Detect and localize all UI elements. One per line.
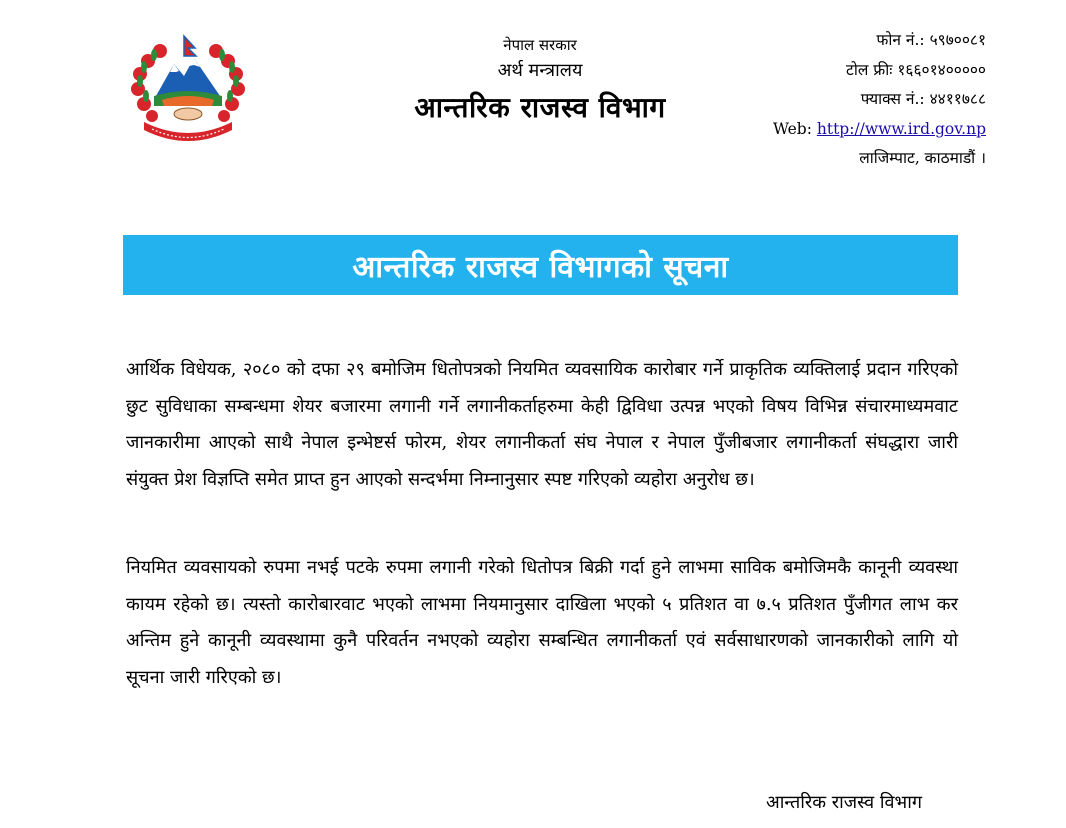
contact-block: [773, 26, 986, 174]
address: लाजिम्पाट, काठमाडौं ।: [859, 149, 986, 167]
letterhead-title: [380, 34, 700, 130]
notice-title: आन्तरिक राजस्व विभागको सूचना: [352, 249, 729, 285]
department-name: आन्तरिक राजस्व विभाग: [414, 91, 666, 124]
nepal-emblem-icon: [124, 34, 252, 146]
website-label: Web:: [772, 119, 817, 138]
notice-paragraph-2: नियमित व्यवसायको रुपमा नभई पटके रुपमा लगानी गरेको धितोपत्र बिक्री गर्दा हुने लाभमा साविक बमोजिमकै कानूनी व्यवस्था कायम रहेको छ। त्यस्तो कारोबारवाट भएको लाभमा नियमानुसार दाखिला भएको ५ प्रतिशत वा ७.५ प्रतिशत पुँजीगत लाभ कर अन्तिम हुने कानूनी व्यवस्थामा कुनै परिवर्तन नभएको व्यहोरा सम्बन्धित लगानीकर्ता एवं सर्वसाधारणको जानकारीको लागि यो सूचना जारी गरिएको छ।: [126, 557, 958, 688]
notice-paragraph-1: आर्थिक विधेयक, २०८० को दफा २९ बमोजिम धितोपत्रको नियमित व्यवसायिक कारोबार गर्ने प्राकृतिक व्यक्तिलाई प्रदान गरिएको छुट सुविधाका सम्बन्धमा शेयर बजारमा लगानी गर्ने लगानीकर्ताहरुमा केही द्विविधा उत्पन्न भएको विषय विभिन्न संचारमाध्यमवाट जानकारीमा आएको साथै नेपाल इन्भेष्टर्स फोरम, शेयर लगानीकर्ता संघ नेपाल र नेपाल पुँजीबजार लगानीकर्ता संघद्धारा जारी संयुक्त प्रेश विज्ञप्ति समेत प्राप्त हुन आएको सन्दर्भमा निम्नानुसार स्पष्ट गरिएको व्यहोरा अनुरोध छ।: [126, 359, 958, 490]
ministry-name: अर्थ मन्त्रालय: [497, 60, 583, 81]
website-link[interactable]: http://www.ird.gov.np: [816, 119, 986, 138]
phone-number: फोन नं.: ५९७००८१: [876, 31, 986, 49]
toll-free-number: टोल फ्रीः १६६०१४०००००: [846, 60, 986, 79]
website-line: [773, 115, 986, 145]
fax-number: फ्याक्स नं.: ४४११७८८: [860, 90, 986, 108]
government-name: नेपाल सरकार: [503, 36, 577, 54]
signature-department: आन्तरिक राजस्व विभाग: [766, 792, 923, 813]
notice-banner: [123, 235, 958, 295]
